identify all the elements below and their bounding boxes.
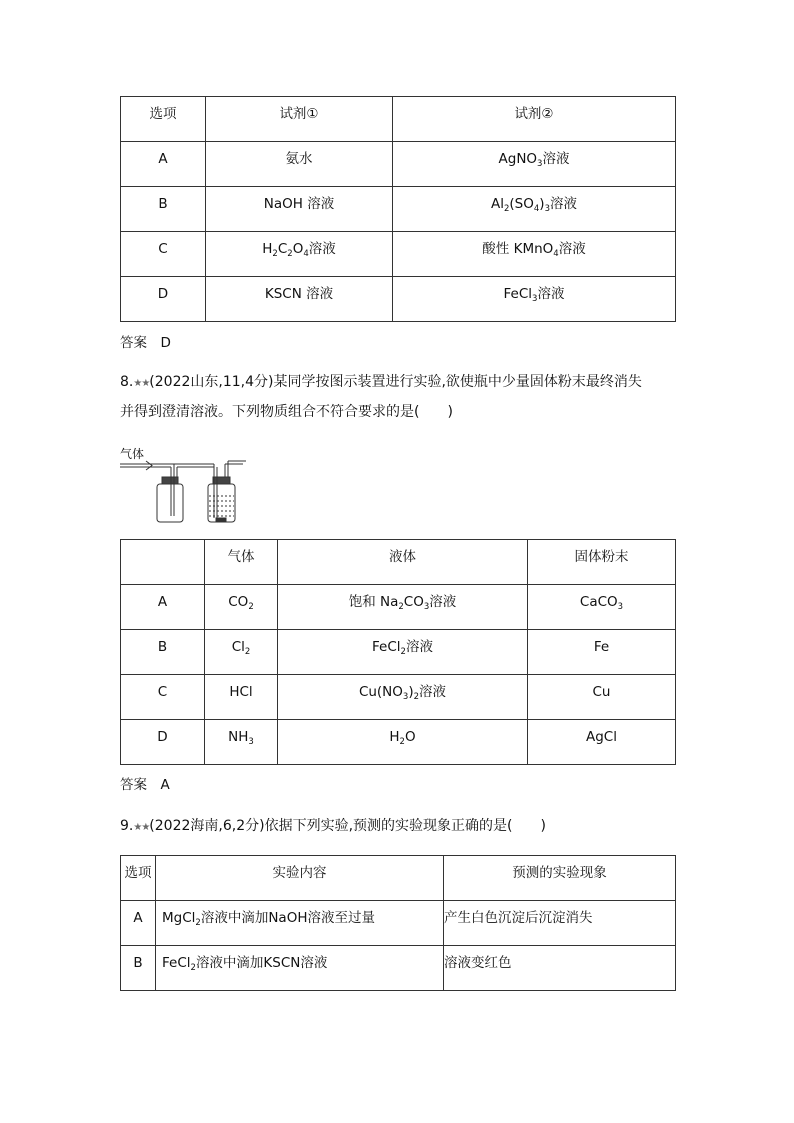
solid-cell: AgCl	[528, 720, 676, 765]
figure-label: 气体	[120, 447, 145, 461]
question-8-line2: 并得到澄清溶液。下列物质组合不符合要求的是( )	[120, 404, 453, 420]
content-cell: MgCl$_2$溶液中滴加NaOH溶液至过量	[156, 901, 444, 946]
experiment-table	[120, 855, 676, 991]
question-text: (2022山东,11,4分)某同学按图示装置进行实验,欲使瓶中少量固体粉末最终消失	[149, 374, 642, 390]
table-row	[121, 142, 676, 187]
reagent1-cell: $H_2C_2O_4$溶液	[206, 232, 393, 277]
liquid-cell: $Cu(NO_3)_2$溶液	[278, 675, 528, 720]
table-row	[121, 720, 676, 765]
header-cell: 气体	[205, 540, 278, 585]
gas-washing-bottles-icon	[118, 444, 248, 526]
table-header-row	[121, 97, 676, 142]
table-row	[121, 946, 676, 991]
liquid-cell: $H_2O$	[278, 720, 528, 765]
answer-label: 答案 D	[120, 335, 171, 351]
difficulty-stars-icon: ★★	[133, 822, 150, 833]
table-row	[121, 630, 676, 675]
option-cell: D	[121, 720, 205, 765]
header-cell: 试剂②	[393, 97, 676, 142]
option-cell: A	[121, 585, 205, 630]
table-header-row	[121, 856, 676, 901]
reagent1-cell: 氨水	[206, 142, 393, 187]
table-row	[121, 277, 676, 322]
header-cell: 实验内容	[156, 856, 444, 901]
header-cell: 预测的实验现象	[444, 856, 676, 901]
table-row	[121, 901, 676, 946]
reagent2-cell: AgNO$_3$溶液	[393, 142, 676, 187]
liquid-cell: FeCl$_2$溶液	[278, 630, 528, 675]
reagent2-cell: $Al_2(SO_4)_3$溶液	[393, 187, 676, 232]
question-number: 9.	[120, 818, 134, 834]
reagent2-cell: 酸性 KMnO$_4$溶液	[393, 232, 676, 277]
option-cell: B	[121, 187, 206, 232]
content-cell: FeCl$_2$溶液中滴加KSCN溶液	[156, 946, 444, 991]
header-cell: 试剂①	[206, 97, 393, 142]
apparatus-figure	[118, 444, 248, 526]
question-text: (2022海南,6,2分)依据下列实验,预测的实验现象正确的是( )	[149, 818, 546, 834]
table-row	[121, 585, 676, 630]
liquid-cell: 饱和 $Na_2CO_3$溶液	[278, 585, 528, 630]
option-cell: A	[121, 142, 206, 187]
reagent1-cell: NaOH 溶液	[206, 187, 393, 232]
solid-cell: Cu	[528, 675, 676, 720]
reagent1-cell: KSCN 溶液	[206, 277, 393, 322]
reagent-table	[120, 96, 676, 322]
table-header-row	[121, 540, 676, 585]
option-cell: A	[121, 901, 156, 946]
header-cell: 液体	[278, 540, 528, 585]
gas-cell: $Cl_2$	[205, 630, 278, 675]
gas-cell: $CO_2$	[205, 585, 278, 630]
option-cell: D	[121, 277, 206, 322]
table-row	[121, 675, 676, 720]
answer-label: 答案 A	[120, 777, 170, 793]
solid-cell: Fe	[528, 630, 676, 675]
question-8-line1	[120, 368, 642, 398]
header-cell: 选项	[121, 856, 156, 901]
question-number: 8.	[120, 374, 134, 390]
header-cell: 选项	[121, 97, 206, 142]
gas-cell: HCl	[205, 675, 278, 720]
table-row	[121, 187, 676, 232]
solid-cell: CaCO$_3$	[528, 585, 676, 630]
question-9-line1	[120, 812, 546, 842]
reagent2-cell: FeCl$_3$溶液	[393, 277, 676, 322]
result-cell: 产生白色沉淀后沉淀消失	[444, 901, 676, 946]
result-cell: 溶液变红色	[444, 946, 676, 991]
header-cell	[121, 540, 205, 585]
option-cell: C	[121, 675, 205, 720]
option-cell: B	[121, 946, 156, 991]
option-cell: B	[121, 630, 205, 675]
option-cell: C	[121, 232, 206, 277]
gas-cell: $NH_3$	[205, 720, 278, 765]
header-cell: 固体粉末	[528, 540, 676, 585]
difficulty-stars-icon: ★★	[133, 378, 150, 389]
substances-table	[120, 539, 676, 765]
table-row	[121, 232, 676, 277]
